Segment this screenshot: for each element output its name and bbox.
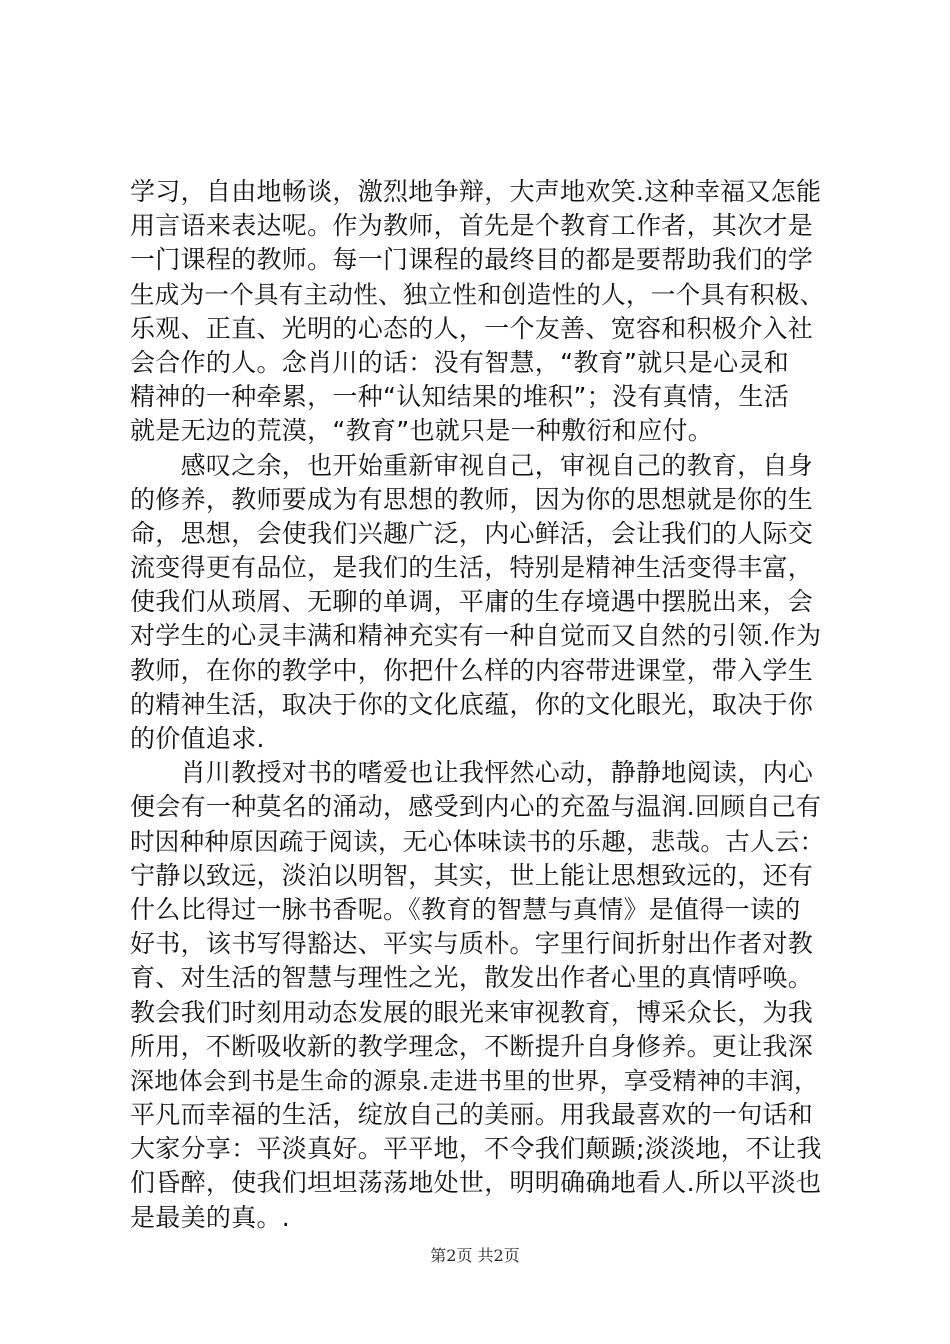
text-line: 就是无边的荒漠，“教育”也就只是一种敷衍和应付。: [130, 416, 714, 446]
text-line: 的价值追求.: [130, 724, 265, 753]
text-line: 生成为一个具有主动性、独立性和创造性的人，一个具有积极、: [130, 279, 825, 309]
text-line: 什么比得过一脉书香呢。《教育的智慧与真情》是值得一读的: [130, 894, 801, 924]
text-line: 学习，自由地畅谈，激烈地争辩，大声地欢笑.这种幸福又怎能: [130, 177, 822, 206]
text-line: 用言语来表达呢。作为教师，首先是个教育工作者，其次才是: [130, 211, 814, 241]
text-line: 一门课程的教师。每一门课程的最终目的都是要帮助我们的学: [130, 245, 814, 275]
text-line: 精神的一种牵累，一种“认知结果的堆积”；没有真情，生活: [130, 382, 790, 412]
text-line: 深地体会到书是生命的源泉.走进书里的世界，享受精神的丰润，: [130, 1066, 819, 1095]
document-body: [130, 175, 830, 1235]
text-line: 的精神生活，取决于你的文化底蕴，你的文化眼光，取决于你: [130, 689, 814, 719]
text-line: 会合作的人。念肖川的话：没有智慧，“教育”就只是心灵和: [130, 347, 790, 377]
text-line: 对学生的心灵丰满和精神充实有一种自觉而又自然的引领.作为: [130, 621, 822, 651]
text-line: 教会我们时刻用动态发展的眼光来审视教育，博采众长，为我: [130, 997, 814, 1027]
text-line: 感叹之余，也开始重新审视自己，审视自己的教育，自身: [130, 450, 814, 480]
text-line: 育、对生活的智慧与理性之光，散发出作者心里的真情呼唤。: [130, 963, 814, 993]
text-line: 肖川教授对书的嗜爱也让我怦然心动，静静地阅读，内心: [130, 758, 814, 788]
text-line: 乐观、正直、光明的心态的人，一个友善、宽容和积极介入社: [130, 313, 814, 343]
text-line: 宁静以致远，淡泊以明智，其实，世上能让思想致远的，还有: [130, 860, 814, 890]
text-line: 大家分享：平淡真好。平平地，不令我们颠踬;淡淡地，不让我: [130, 1134, 822, 1164]
text-line: 们昏醉，使我们坦坦荡荡地处世，明明确确地看人.所以平淡也: [130, 1168, 822, 1198]
text-line: 流变得更有品位，是我们的生活，特别是精神生活变得丰富，: [130, 553, 814, 583]
text-line: 时因种种原因疏于阅读，无心体味读书的乐趣，悲哉。古人云：: [130, 826, 825, 856]
text-line: 平凡而幸福的生活，绽放自己的美丽。用我最喜欢的一句话和: [130, 1100, 814, 1130]
text-line: 便会有一种莫名的涌动，感受到内心的充盈与温润.回顾自己有: [130, 792, 822, 822]
text-line: 是最美的真。.: [130, 1202, 291, 1232]
text-line: 好书，该书写得豁达、平实与质朴。字里行间折射出作者对教: [130, 929, 814, 959]
text-line: 所用，不断吸收新的教学理念，不断提升自身修养。更让我深: [130, 1031, 814, 1061]
text-line: 命，思想，会使我们兴趣广泛，内心鲜活，会让我们的人际交: [130, 518, 814, 548]
page-number-footer: 第2页 共2页: [430, 1246, 520, 1265]
text-line: 的修养，教师要成为有思想的教师，因为你的思想就是你的生: [130, 484, 814, 514]
text-line: 使我们从琐屑、无聊的单调，平庸的生存境遇中摆脱出来，会: [130, 587, 814, 617]
text-line: 教师，在你的教学中，你把什么样的内容带进课堂，带入学生: [130, 655, 814, 685]
